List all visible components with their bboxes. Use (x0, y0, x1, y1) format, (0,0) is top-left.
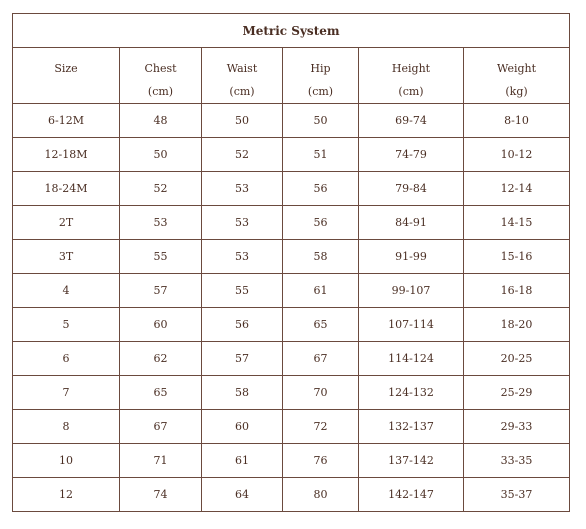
table-cell: 48 (120, 104, 202, 138)
table-cell: 15-16 (464, 240, 570, 274)
table-cell: 132-137 (359, 410, 464, 444)
table-cell: 6-12M (13, 104, 120, 138)
table-cell: 61 (202, 444, 283, 478)
table-cell: 55 (202, 274, 283, 308)
table-cell: 64 (202, 478, 283, 512)
table-cell: 57 (202, 342, 283, 376)
column-header-unit: (cm) (147, 85, 174, 98)
table-cell: 62 (120, 342, 202, 376)
table-cell: 61 (283, 274, 359, 308)
table-cell: 35-37 (464, 478, 570, 512)
column-header-unit: (cm) (229, 85, 255, 98)
table-row (13, 342, 570, 376)
table-cell: 60 (202, 410, 283, 444)
table-cell: 12 (13, 478, 120, 512)
table-cell: 52 (202, 138, 283, 172)
table-body (13, 104, 570, 512)
column-header-label: Hip (310, 62, 331, 75)
table-cell: 51 (283, 138, 359, 172)
column-header-hip (283, 48, 359, 104)
table-cell: 2T (13, 206, 120, 240)
table-cell: 79-84 (359, 172, 464, 206)
table-cell: 124-132 (359, 376, 464, 410)
column-header-label: Weight (497, 62, 537, 75)
table-cell: 20-25 (464, 342, 570, 376)
table-cell: 67 (120, 410, 202, 444)
table-cell: 74 (120, 478, 202, 512)
table-cell: 72 (283, 410, 359, 444)
table-cell: 69-74 (359, 104, 464, 138)
table-cell: 65 (120, 376, 202, 410)
table-row (13, 478, 570, 512)
table-cell: 10 (13, 444, 120, 478)
table-cell: 56 (283, 206, 359, 240)
column-header-unit: (cm) (307, 85, 334, 98)
column-header-label: Waist (226, 62, 258, 75)
table-cell: 57 (120, 274, 202, 308)
table-cell: 12-14 (464, 172, 570, 206)
column-header-height (359, 48, 464, 104)
table-cell: 71 (120, 444, 202, 478)
table-cell: 53 (120, 206, 202, 240)
column-header-unit: (kg) (505, 85, 528, 98)
table-cell: 65 (283, 308, 359, 342)
table-cell: 12-18M (13, 138, 120, 172)
table-cell: 50 (283, 104, 359, 138)
table-row (13, 308, 570, 342)
table-cell: 67 (283, 342, 359, 376)
table-title: Metric System (13, 14, 570, 48)
table-row (13, 206, 570, 240)
table-cell: 70 (283, 376, 359, 410)
table-cell: 25-29 (464, 376, 570, 410)
table-cell: 6 (13, 342, 120, 376)
table-cell: 10-12 (464, 138, 570, 172)
table-cell: 107-114 (359, 308, 464, 342)
table-cell: 142-147 (359, 478, 464, 512)
table-cell: 74-79 (359, 138, 464, 172)
table-cell: 4 (13, 274, 120, 308)
table-cell: 76 (283, 444, 359, 478)
table-cell: 18-20 (464, 308, 570, 342)
table-cell: 53 (202, 206, 283, 240)
size-chart (12, 13, 569, 512)
table-cell: 53 (202, 172, 283, 206)
table-cell: 114-124 (359, 342, 464, 376)
table-row (13, 376, 570, 410)
table-cell: 8 (13, 410, 120, 444)
table-row (13, 410, 570, 444)
table-row (13, 274, 570, 308)
table-cell: 3T (13, 240, 120, 274)
column-header-waist (202, 48, 283, 104)
table-row (13, 138, 570, 172)
table-cell: 7 (13, 376, 120, 410)
table-cell: 33-35 (464, 444, 570, 478)
table-cell: 8-10 (464, 104, 570, 138)
column-header-weight (464, 48, 570, 104)
table-cell: 50 (120, 138, 202, 172)
table-cell: 18-24M (13, 172, 120, 206)
table-cell: 56 (202, 308, 283, 342)
table-cell: 53 (202, 240, 283, 274)
table-cell: 60 (120, 308, 202, 342)
column-header-label: Chest (144, 62, 177, 75)
table-row (13, 104, 570, 138)
column-header-size (13, 48, 120, 104)
table-cell: 99-107 (359, 274, 464, 308)
header-row (13, 48, 570, 104)
table-cell: 58 (283, 240, 359, 274)
column-header-label: Height (391, 62, 431, 75)
column-header-label: Size (54, 62, 78, 75)
table-row (13, 240, 570, 274)
table-cell: 137-142 (359, 444, 464, 478)
table-cell: 91-99 (359, 240, 464, 274)
table-row (13, 444, 570, 478)
table-cell: 56 (283, 172, 359, 206)
table-cell: 55 (120, 240, 202, 274)
table-cell: 84-91 (359, 206, 464, 240)
table-row (13, 172, 570, 206)
table-cell: 80 (283, 478, 359, 512)
size-table (12, 13, 570, 512)
table-cell: 58 (202, 376, 283, 410)
table-cell: 16-18 (464, 274, 570, 308)
table-cell: 50 (202, 104, 283, 138)
table-cell: 52 (120, 172, 202, 206)
table-cell: 5 (13, 308, 120, 342)
column-header-unit: (cm) (398, 85, 424, 98)
table-cell: 29-33 (464, 410, 570, 444)
column-header-chest (120, 48, 202, 104)
table-cell: 14-15 (464, 206, 570, 240)
